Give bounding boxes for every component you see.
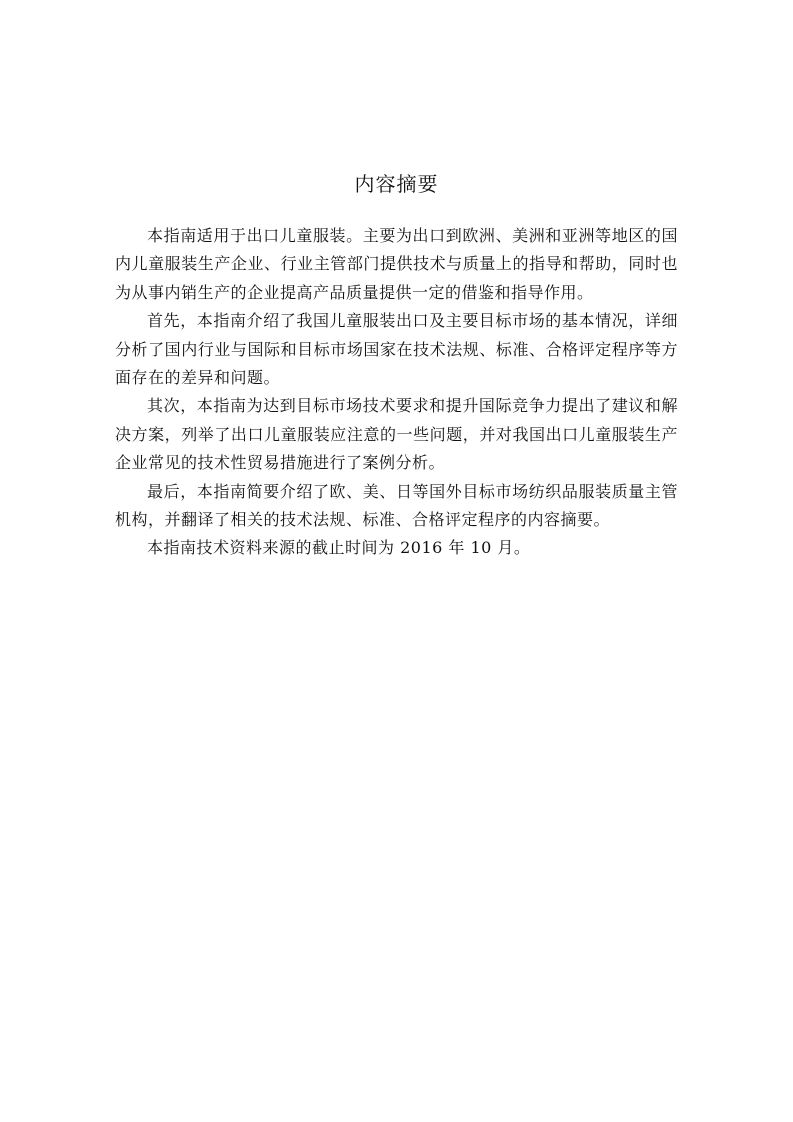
paragraph-scope: 本指南适用于出口儿童服装。主要为出口到欧洲、美洲和亚洲等地区的国内儿童服装生产企业、行业主管部门提供技术与质量上的指导和帮助，同时也为从事内销生产的企业提高产品质量提供一定的借鉴和指导作用。	[115, 226, 678, 302]
paragraph-cutoff-date: 本指南技术资料来源的截止时间为 2016 年 10 月。	[147, 538, 531, 558]
paragraph-last: 最后，本指南简要介绍了欧、美、日等国外目标市场纺织品服装质量主管机构，并翻译了相关的技术法规、标准、合格评定程序的内容摘要。	[115, 481, 678, 530]
page-title: 内容摘要	[354, 172, 439, 196]
paragraph-first: 首先，本指南介绍了我国儿童服装出口及主要目标市场的基本情况，详细分析了国内行业与国际和目标市场国家在技术法规、标准、合格评定程序等方面存在的差异和问题。	[115, 311, 678, 388]
abstract-body	[115, 222, 678, 563]
paragraph-second: 其次，本指南为达到目标市场技术要求和提升国际竞争力提出了建议和解决方案，列举了出口儿童服装应注意的一些问题，并对我国出口儿童服装生产企业常见的技术性贸易措施进行了案例分析。	[115, 396, 678, 473]
